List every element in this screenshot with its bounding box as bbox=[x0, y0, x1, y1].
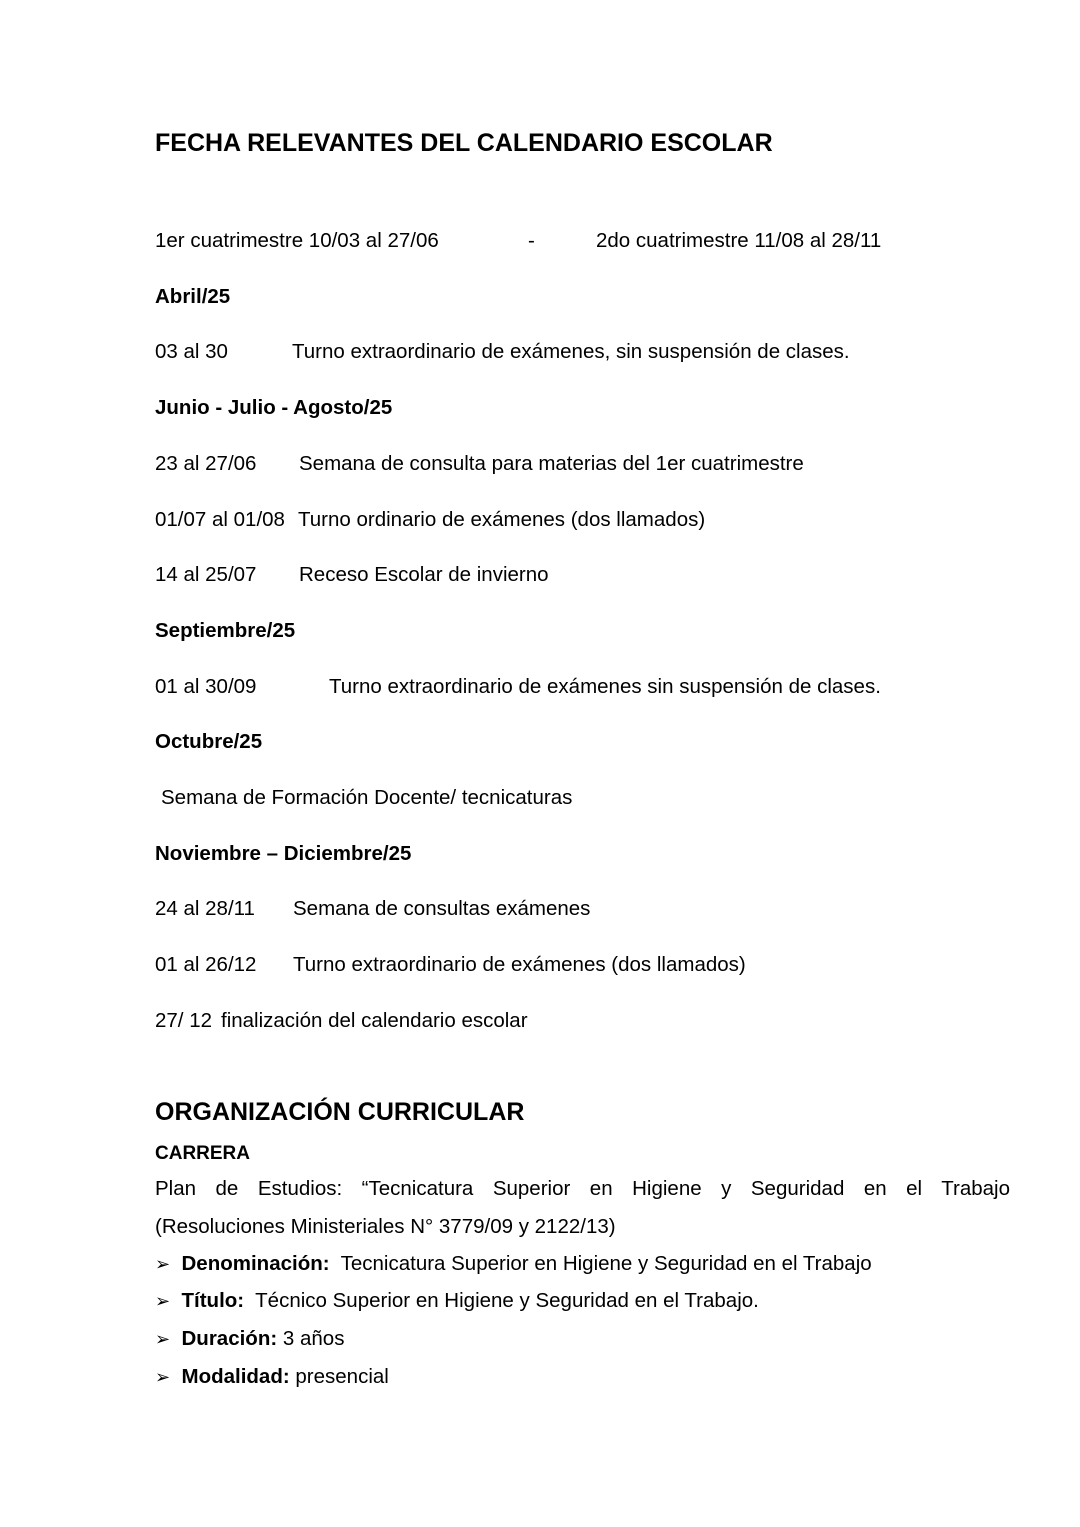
item-label: Duración: bbox=[181, 1327, 278, 1350]
item-value: Técnico Superior en Higiene y Seguridad en el Trabajo. bbox=[255, 1289, 759, 1312]
list-item bbox=[155, 1289, 759, 1313]
entry-text: Turno ordinario de exámenes (dos llamados) bbox=[298, 508, 706, 531]
plan-line-2: (Resoluciones Ministeriales N° 3779/09 y 2122/13) bbox=[155, 1215, 616, 1238]
entry-date: 01/07 al 01/08 bbox=[155, 508, 285, 531]
arrow-bullet-icon: ➢ bbox=[155, 1291, 171, 1311]
section-heading: Noviembre – Diciembre/25 bbox=[155, 842, 412, 865]
entry-date: 27/ 12 bbox=[155, 1009, 212, 1032]
term-1: 1er cuatrimestre 10/03 al 27/06 bbox=[155, 229, 439, 252]
entry-date: 14 al 25/07 bbox=[155, 563, 257, 586]
entry-date: 01 al 30/09 bbox=[155, 675, 257, 698]
item-label: Denominación: bbox=[181, 1252, 330, 1275]
item-label: Título: bbox=[181, 1289, 245, 1312]
entry-date: 23 al 27/06 bbox=[155, 452, 257, 475]
item-value: 3 años bbox=[282, 1327, 345, 1350]
item-label: Modalidad: bbox=[181, 1365, 290, 1388]
entry-text: Receso Escolar de invierno bbox=[299, 563, 549, 586]
entry-date: 24 al 28/11 bbox=[155, 897, 255, 920]
curriculum-subtitle: CARRERA bbox=[155, 1143, 250, 1164]
entry-text: Semana de consulta para materias del 1er cuatrimestre bbox=[299, 452, 804, 475]
section-heading: Junio - Julio - Agosto/25 bbox=[155, 396, 393, 419]
arrow-bullet-icon: ➢ bbox=[155, 1329, 171, 1349]
entry-text: Turno extraordinario de exámenes (dos llamados) bbox=[293, 953, 746, 976]
section-heading: Abril/25 bbox=[155, 285, 231, 308]
item-value: Tecnicatura Superior en Higiene y Seguridad en el Trabajo bbox=[340, 1252, 872, 1275]
entry-text: Semana de Formación Docente/ tecnicaturas bbox=[161, 786, 573, 809]
list-item bbox=[155, 1327, 344, 1351]
list-item bbox=[155, 1365, 389, 1389]
section-heading: Octubre/25 bbox=[155, 730, 263, 753]
entry-date: 03 al 30 bbox=[155, 340, 228, 363]
curriculum-title: ORGANIZACIÓN CURRICULAR bbox=[155, 1098, 525, 1126]
entry-text: Turno extraordinario de exámenes, sin suspensión de clases. bbox=[292, 340, 850, 363]
list-item bbox=[155, 1252, 872, 1276]
calendar-title: FECHA RELEVANTES DEL CALENDARIO ESCOLAR bbox=[155, 129, 773, 157]
term-separator: - bbox=[528, 229, 535, 252]
entry-text: finalización del calendario escolar bbox=[221, 1009, 528, 1032]
entry-text: Turno extraordinario de exámenes sin suspensión de clases. bbox=[329, 675, 881, 698]
entry-date: 01 al 26/12 bbox=[155, 953, 257, 976]
plan-line-1: Plan de Estudios: “Tecnicatura Superior en Higiene y Seguridad en el Trabajo bbox=[155, 1177, 1010, 1200]
item-value: presencial bbox=[295, 1365, 389, 1388]
section-heading: Septiembre/25 bbox=[155, 619, 296, 642]
term-2: 2do cuatrimestre 11/08 al 28/11 bbox=[596, 229, 882, 252]
entry-text: Semana de consultas exámenes bbox=[293, 897, 591, 920]
arrow-bullet-icon: ➢ bbox=[155, 1254, 171, 1274]
arrow-bullet-icon: ➢ bbox=[155, 1367, 171, 1387]
